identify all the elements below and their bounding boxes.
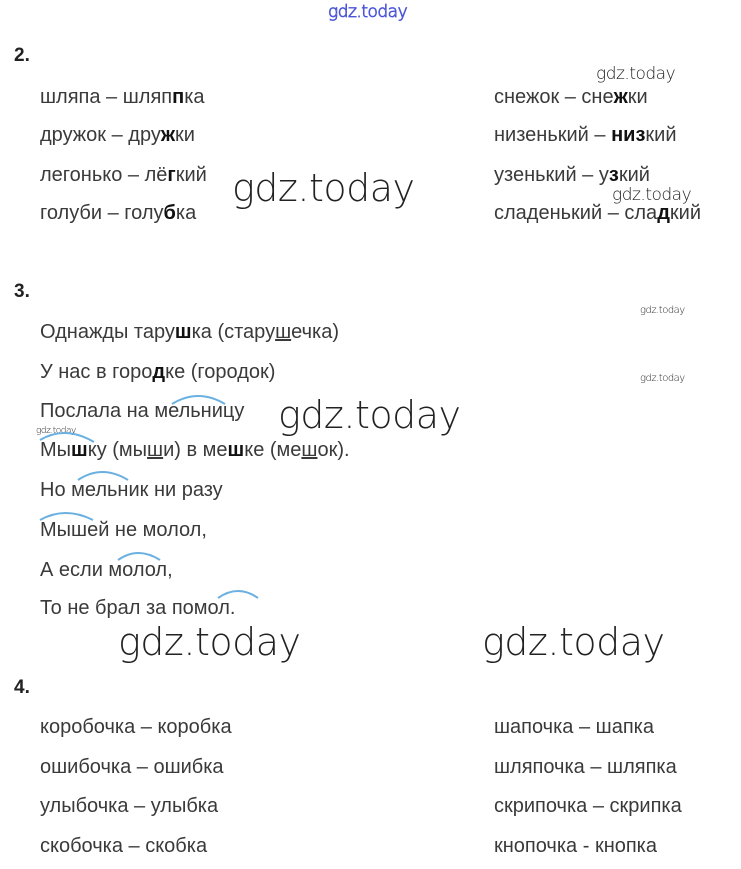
highlighted-letter: ш	[174, 321, 192, 343]
text-segment: ке (горо	[165, 361, 238, 383]
watermark: gdz.today	[36, 426, 76, 436]
underlined-letter: д	[237, 361, 249, 383]
exercise-number: 2.	[14, 45, 30, 66]
text-segment: скрипочка – скрипка	[494, 795, 682, 817]
text-segment: шляпочка – шляпка	[494, 756, 677, 778]
text-segment: ошибочка – ошибка	[40, 756, 224, 778]
text-segment: кий	[669, 202, 701, 224]
text-segment: Послала на мельницу	[40, 400, 245, 422]
text-segment: кий	[618, 164, 650, 186]
watermark: gdz.today	[640, 373, 685, 384]
text-segment: ку (мы	[87, 439, 148, 461]
text-segment: А если молол,	[40, 559, 173, 581]
exercise-number: 3.	[14, 281, 30, 302]
highlighted-letter: низ	[611, 124, 646, 146]
root-arc	[118, 553, 160, 560]
text-segment: Мышей не молол,	[40, 519, 207, 541]
text-segment: ка (стару	[191, 321, 276, 343]
text-segment: Мы	[40, 439, 72, 461]
watermark: gdz.today	[278, 393, 461, 437]
text-segment: узенький – у	[494, 164, 609, 186]
watermark: gdz.today	[482, 620, 665, 664]
root-arc	[40, 433, 94, 442]
text-segment: У нас в горо	[40, 361, 153, 383]
highlighted-letter: з	[608, 164, 619, 186]
text-segment: ки	[175, 124, 195, 146]
underlined-letter: ш	[275, 321, 292, 343]
root-arc	[78, 472, 128, 480]
underlined-letter: ш	[147, 439, 164, 461]
exercise-number: 4.	[14, 677, 30, 698]
text-segment: Однажды тару	[40, 321, 175, 343]
highlighted-letter: ж	[160, 124, 176, 146]
text-segment: снежок – сне	[494, 86, 614, 108]
text-segment: кий	[645, 124, 677, 146]
underlined-letter: ш	[301, 439, 318, 461]
highlighted-letter: д	[657, 202, 670, 224]
watermark: gdz.today	[596, 64, 676, 84]
text-segment: ок).	[317, 439, 350, 461]
watermark: gdz.today	[118, 620, 301, 664]
root-arc	[218, 591, 258, 598]
highlighted-letter: п	[172, 86, 185, 108]
highlighted-letter: ж	[613, 86, 628, 108]
text-segment: дружок – дру	[40, 124, 161, 146]
text-segment: низенький –	[494, 124, 612, 146]
text-segment: сладенький – сла	[494, 202, 658, 224]
text-segment: шапочка – шапка	[494, 716, 654, 738]
highlighted-letter: ш	[227, 439, 245, 461]
text-segment: ка	[175, 202, 197, 224]
text-segment: скобочка – скобка	[40, 835, 208, 857]
highlighted-letter: г	[167, 164, 176, 186]
watermark: gdz.today	[232, 166, 415, 210]
highlighted-letter: ш	[71, 439, 88, 461]
text-segment: ки	[627, 86, 648, 108]
text-segment: Но мельник ни разу	[40, 479, 223, 501]
root-arc	[172, 396, 225, 404]
text-segment: То не брал за помол.	[40, 597, 236, 619]
text-segment: и) в ме	[163, 439, 228, 461]
text-segment: голуби – голу	[40, 202, 164, 224]
text-segment: легонько – лё	[40, 164, 168, 186]
text-segment: ок)	[248, 361, 276, 383]
root-arc	[40, 513, 93, 520]
text-segment: шляпа – шляп	[40, 86, 173, 108]
text-segment: кнопочка - кнопка	[494, 835, 657, 857]
text-segment: ка	[184, 86, 205, 108]
watermark: gdz.today	[640, 305, 685, 316]
text-segment: ечка)	[291, 321, 339, 343]
text-segment: коробочка – коробка	[40, 716, 232, 738]
watermark: gdz.today	[612, 185, 692, 205]
text-segment: кий	[175, 164, 207, 186]
text-segment: ке (ме	[244, 439, 302, 461]
watermark: gdz.today	[328, 2, 408, 22]
text-segment: улыбочка – улыбка	[40, 795, 219, 817]
highlighted-letter: д	[152, 361, 166, 383]
highlighted-letter: б	[163, 202, 176, 224]
